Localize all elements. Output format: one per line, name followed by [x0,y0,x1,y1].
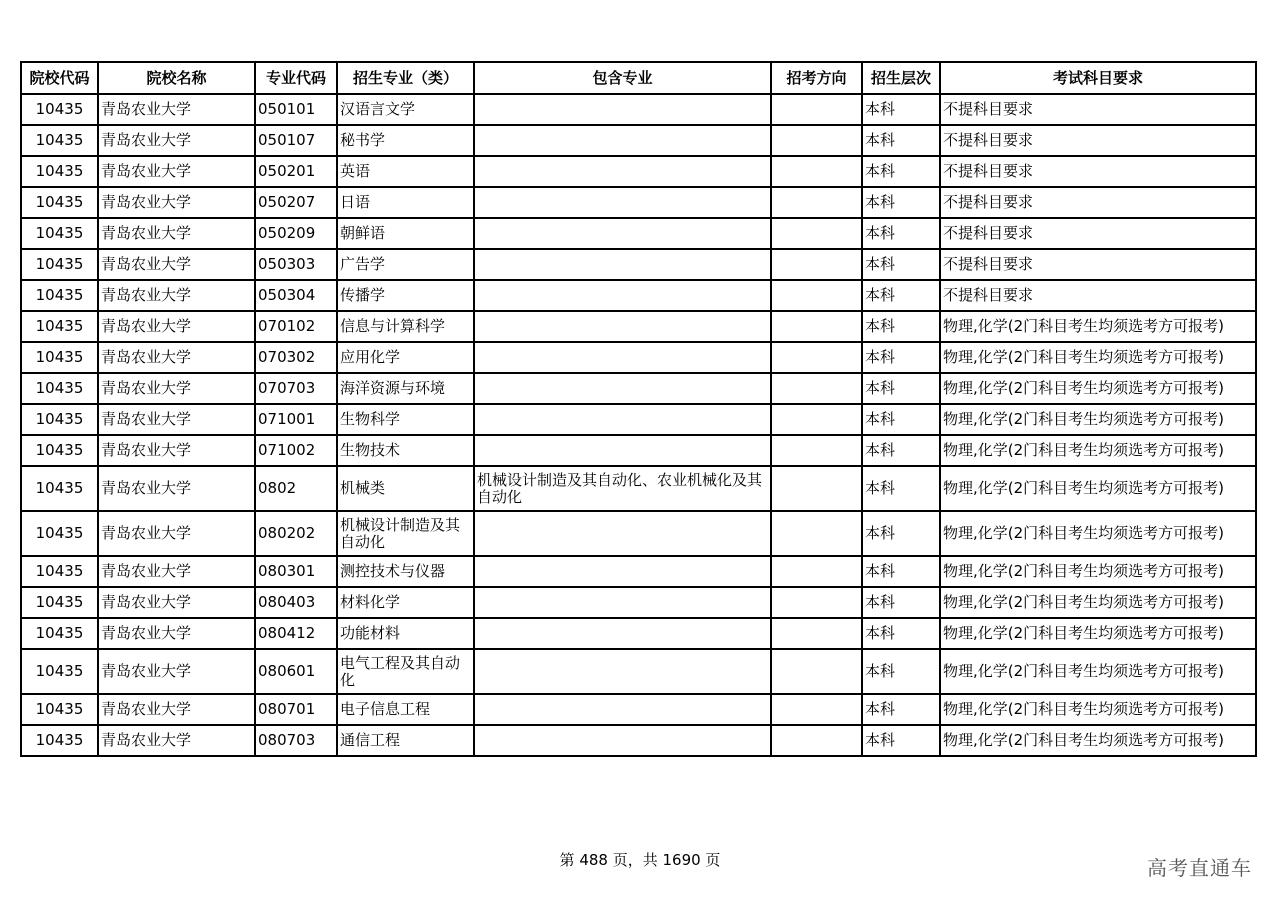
subject-requirement-cell: 不提科目要求 [940,249,1256,280]
subject-requirement-cell: 不提科目要求 [940,125,1256,156]
watermark-text: 高考直通车 [1147,856,1252,880]
level-cell: 本科 [862,694,940,725]
table-row [21,725,1256,756]
level-cell: 本科 [862,556,940,587]
level-cell: 本科 [862,725,940,756]
school-name-cell: 青岛农业大学 [98,187,255,218]
major-cell: 应用化学 [337,342,474,373]
level-cell: 本科 [862,280,940,311]
major-code-cell: 070302 [255,342,337,373]
level-cell: 本科 [862,94,940,125]
level-cell: 本科 [862,342,940,373]
major-code-cell: 050101 [255,94,337,125]
subject-requirement-cell: 物理,化学(2门科目考生均须选考方可报考) [940,649,1256,694]
school-name-cell: 青岛农业大学 [98,725,255,756]
school-code-cell: 10435 [21,435,98,466]
major-code-cell: 050207 [255,187,337,218]
direction-cell [771,404,862,435]
header-major-code: 专业代码 [255,62,337,94]
major-cell: 功能材料 [337,618,474,649]
school-code-cell: 10435 [21,218,98,249]
major-cell: 秘书学 [337,125,474,156]
major-cell: 测控技术与仪器 [337,556,474,587]
direction-cell [771,94,862,125]
table-row [21,587,1256,618]
included-majors-cell [474,725,771,756]
table-row [21,511,1256,556]
school-name-cell: 青岛农业大学 [98,342,255,373]
direction-cell [771,218,862,249]
header-row [21,62,1256,94]
major-cell: 传播学 [337,280,474,311]
school-name-cell: 青岛农业大学 [98,311,255,342]
major-cell: 机械设计制造及其自动化 [337,511,474,556]
included-majors-cell [474,404,771,435]
school-code-cell: 10435 [21,466,98,511]
included-majors-cell [474,218,771,249]
direction-cell [771,466,862,511]
direction-cell [771,649,862,694]
school-code-cell: 10435 [21,511,98,556]
subject-requirement-cell: 物理,化学(2门科目考生均须选考方可报考) [940,342,1256,373]
level-cell: 本科 [862,311,940,342]
direction-cell [771,435,862,466]
subject-requirement-cell: 物理,化学(2门科目考生均须选考方可报考) [940,466,1256,511]
major-code-cell: 070703 [255,373,337,404]
included-majors-cell [474,587,771,618]
level-cell: 本科 [862,435,940,466]
school-name-cell: 青岛农业大学 [98,466,255,511]
table-row [21,466,1256,511]
included-majors-cell [474,649,771,694]
direction-cell [771,280,862,311]
direction-cell [771,311,862,342]
level-cell: 本科 [862,587,940,618]
major-code-cell: 071002 [255,435,337,466]
direction-cell [771,342,862,373]
school-code-cell: 10435 [21,373,98,404]
school-name-cell: 青岛农业大学 [98,649,255,694]
school-name-cell: 青岛农业大学 [98,125,255,156]
school-name-cell: 青岛农业大学 [98,218,255,249]
level-cell: 本科 [862,187,940,218]
subject-requirement-cell: 不提科目要求 [940,156,1256,187]
school-code-cell: 10435 [21,649,98,694]
school-code-cell: 10435 [21,280,98,311]
major-code-cell: 070102 [255,311,337,342]
direction-cell [771,556,862,587]
subject-requirement-cell: 物理,化学(2门科目考生均须选考方可报考) [940,587,1256,618]
header-subject-requirement: 考试科目要求 [940,62,1256,94]
major-cell: 海洋资源与环境 [337,373,474,404]
level-cell: 本科 [862,618,940,649]
school-name-cell: 青岛农业大学 [98,156,255,187]
header-level: 招生层次 [862,62,940,94]
level-cell: 本科 [862,218,940,249]
included-majors-cell [474,94,771,125]
school-code-cell: 10435 [21,156,98,187]
included-majors-cell [474,311,771,342]
header-school-code: 院校代码 [21,62,98,94]
table-row [21,156,1256,187]
major-cell: 广告学 [337,249,474,280]
table-row [21,94,1256,125]
major-cell: 汉语言文学 [337,94,474,125]
school-name-cell: 青岛农业大学 [98,404,255,435]
subject-requirement-cell: 物理,化学(2门科目考生均须选考方可报考) [940,556,1256,587]
included-majors-cell [474,249,771,280]
direction-cell [771,373,862,404]
subject-requirement-cell: 不提科目要求 [940,94,1256,125]
school-name-cell: 青岛农业大学 [98,618,255,649]
direction-cell [771,125,862,156]
major-code-cell: 071001 [255,404,337,435]
included-majors-cell [474,187,771,218]
table-row [21,649,1256,694]
included-majors-cell [474,342,771,373]
major-cell: 生物科学 [337,404,474,435]
included-majors-cell [474,618,771,649]
included-majors-cell [474,511,771,556]
school-code-cell: 10435 [21,404,98,435]
school-code-cell: 10435 [21,694,98,725]
school-code-cell: 10435 [21,342,98,373]
included-majors-cell: 机械设计制造及其自动化、农业机械化及其自动化 [474,466,771,511]
header-major: 招生专业（类） [337,62,474,94]
major-code-cell: 0802 [255,466,337,511]
level-cell: 本科 [862,249,940,280]
school-name-cell: 青岛农业大学 [98,249,255,280]
subject-requirement-cell: 不提科目要求 [940,280,1256,311]
subject-requirement-cell: 物理,化学(2门科目考生均须选考方可报考) [940,404,1256,435]
table-row [21,556,1256,587]
subject-requirement-cell: 物理,化学(2门科目考生均须选考方可报考) [940,618,1256,649]
major-cell: 电气工程及其自动化 [337,649,474,694]
table-row [21,618,1256,649]
page-number: 第 488 页，共 1690 页 [559,851,721,869]
school-code-cell: 10435 [21,94,98,125]
direction-cell [771,249,862,280]
direction-cell [771,187,862,218]
subject-requirement-cell: 不提科目要求 [940,187,1256,218]
included-majors-cell [474,125,771,156]
direction-cell [771,694,862,725]
included-majors-cell [474,694,771,725]
school-code-cell: 10435 [21,556,98,587]
major-code-cell: 080403 [255,587,337,618]
major-code-cell: 050304 [255,280,337,311]
subject-requirement-cell: 物理,化学(2门科目考生均须选考方可报考) [940,694,1256,725]
subject-requirement-cell: 物理,化学(2门科目考生均须选考方可报考) [940,311,1256,342]
direction-cell [771,618,862,649]
header-included-majors: 包含专业 [474,62,771,94]
school-code-cell: 10435 [21,187,98,218]
school-name-cell: 青岛农业大学 [98,94,255,125]
level-cell: 本科 [862,649,940,694]
table-row [21,694,1256,725]
school-name-cell: 青岛农业大学 [98,694,255,725]
major-code-cell: 050201 [255,156,337,187]
header-school-name: 院校名称 [98,62,255,94]
included-majors-cell [474,435,771,466]
table-row [21,280,1256,311]
major-cell: 日语 [337,187,474,218]
table-row [21,187,1256,218]
table-row [21,125,1256,156]
included-majors-cell [474,556,771,587]
included-majors-cell [474,280,771,311]
subject-requirement-cell: 物理,化学(2门科目考生均须选考方可报考) [940,373,1256,404]
major-cell: 英语 [337,156,474,187]
direction-cell [771,587,862,618]
school-name-cell: 青岛农业大学 [98,587,255,618]
school-code-cell: 10435 [21,725,98,756]
admissions-table [20,61,1257,757]
school-name-cell: 青岛农业大学 [98,373,255,404]
major-code-cell: 050107 [255,125,337,156]
school-code-cell: 10435 [21,587,98,618]
major-code-cell: 080301 [255,556,337,587]
major-cell: 机械类 [337,466,474,511]
major-code-cell: 080412 [255,618,337,649]
level-cell: 本科 [862,511,940,556]
direction-cell [771,511,862,556]
school-name-cell: 青岛农业大学 [98,511,255,556]
level-cell: 本科 [862,404,940,435]
major-code-cell: 080601 [255,649,337,694]
level-cell: 本科 [862,466,940,511]
major-code-cell: 080202 [255,511,337,556]
subject-requirement-cell: 物理,化学(2门科目考生均须选考方可报考) [940,725,1256,756]
major-code-cell: 080701 [255,694,337,725]
table-row [21,342,1256,373]
direction-cell [771,156,862,187]
subject-requirement-cell: 不提科目要求 [940,218,1256,249]
major-code-cell: 080703 [255,725,337,756]
school-name-cell: 青岛农业大学 [98,435,255,466]
table-row [21,435,1256,466]
included-majors-cell [474,373,771,404]
major-code-cell: 050303 [255,249,337,280]
school-code-cell: 10435 [21,125,98,156]
major-cell: 通信工程 [337,725,474,756]
school-code-cell: 10435 [21,618,98,649]
table-row [21,249,1256,280]
major-cell: 电子信息工程 [337,694,474,725]
table-row [21,404,1256,435]
major-cell: 信息与计算科学 [337,311,474,342]
school-name-cell: 青岛农业大学 [98,556,255,587]
major-code-cell: 050209 [255,218,337,249]
header-direction: 招考方向 [771,62,862,94]
major-cell: 朝鲜语 [337,218,474,249]
table-row [21,311,1256,342]
school-name-cell: 青岛农业大学 [98,280,255,311]
subject-requirement-cell: 物理,化学(2门科目考生均须选考方可报考) [940,511,1256,556]
major-cell: 生物技术 [337,435,474,466]
major-cell: 材料化学 [337,587,474,618]
table-row [21,218,1256,249]
level-cell: 本科 [862,156,940,187]
school-code-cell: 10435 [21,249,98,280]
school-code-cell: 10435 [21,311,98,342]
included-majors-cell [474,156,771,187]
direction-cell [771,725,862,756]
subject-requirement-cell: 物理,化学(2门科目考生均须选考方可报考) [940,435,1256,466]
level-cell: 本科 [862,373,940,404]
level-cell: 本科 [862,125,940,156]
table-row [21,373,1256,404]
